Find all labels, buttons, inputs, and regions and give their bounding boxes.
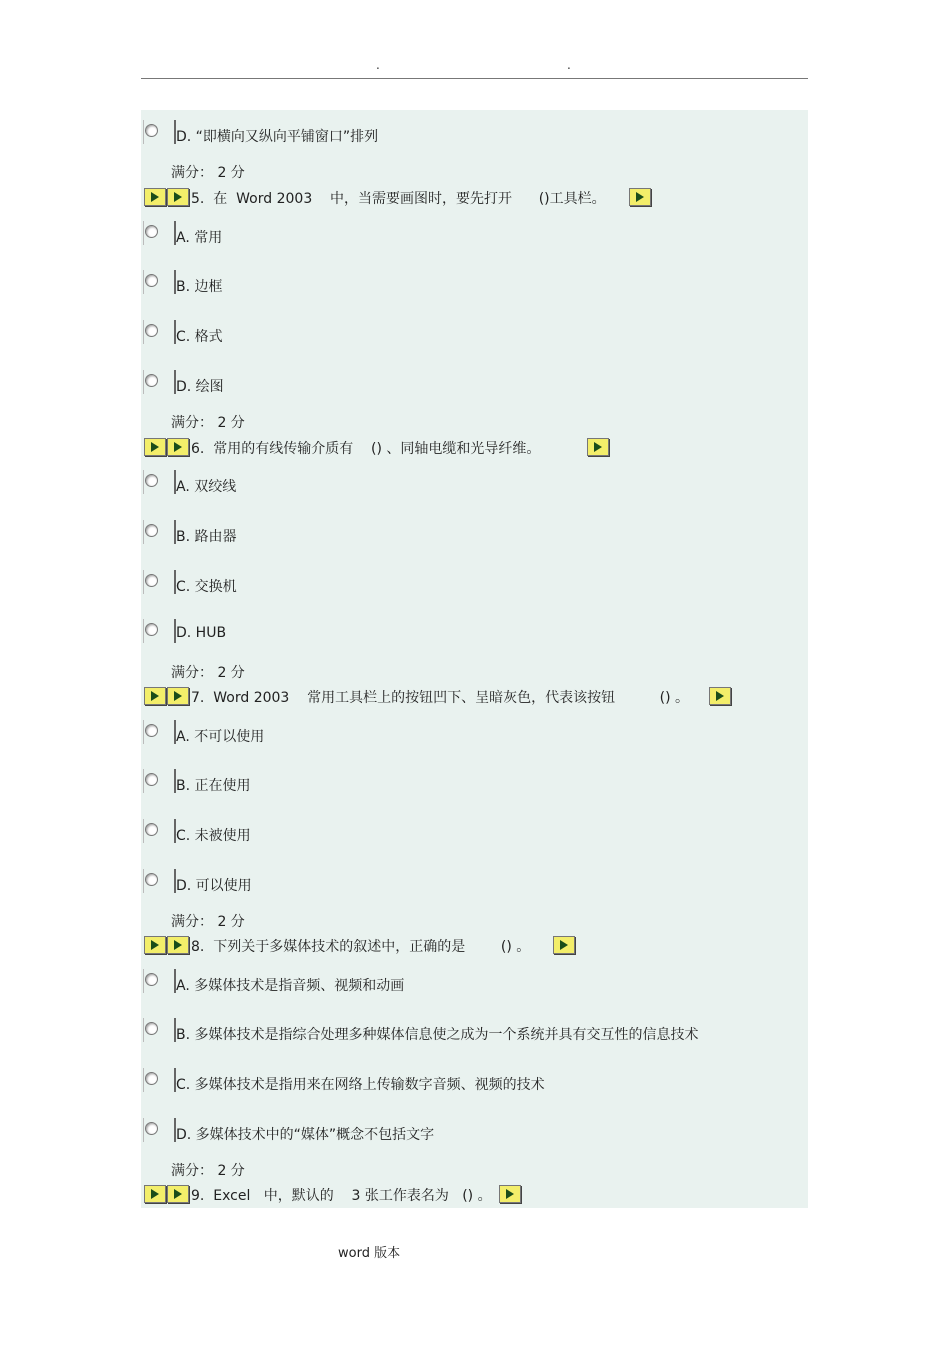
- question-text: 9. Excel 中，默认的 3 张工作表名为 () 。: [191, 1188, 492, 1204]
- q8-option-c[interactable]: [141, 1072, 808, 1098]
- q8-option-d[interactable]: [141, 1122, 808, 1148]
- pen-icon[interactable]: [144, 188, 166, 206]
- pen-icon[interactable]: [499, 1185, 521, 1203]
- option-label: B. 多媒体技术是指综合处理多种媒体信息使之成为一个系统并具有交互性的信息技术: [176, 1027, 699, 1043]
- question-text: 8. 下列关于多媒体技术的叙述中，正确的是 () 。: [191, 939, 531, 955]
- option-label: C. 未被使用: [176, 828, 251, 844]
- q5-option-c[interactable]: [141, 324, 808, 350]
- option-label: A. 不可以使用: [176, 729, 265, 745]
- q8-option-b[interactable]: [141, 1022, 808, 1048]
- q6-question: [141, 438, 808, 464]
- option-label: B. 边框: [176, 279, 223, 295]
- option-label: A. 双绞线: [176, 479, 237, 495]
- pen-icon[interactable]: [144, 687, 166, 705]
- q5-option-a[interactable]: [141, 225, 808, 251]
- option-label: C. 交换机: [176, 579, 237, 595]
- question-text: 6. 常用的有线传输介质有 () 、同轴电缆和光导纤维。: [191, 441, 541, 457]
- pen-icon[interactable]: [167, 438, 189, 456]
- header-rule: [141, 78, 808, 79]
- pen-icon[interactable]: [144, 1185, 166, 1203]
- pen-icon[interactable]: [144, 936, 166, 954]
- page-footer: word 版本: [338, 1246, 401, 1261]
- pen-icon[interactable]: [587, 438, 609, 456]
- pen-icon[interactable]: [144, 438, 166, 456]
- option-label: D. 绘图: [176, 379, 224, 395]
- q5-option-d[interactable]: [141, 374, 808, 400]
- q6-option-a[interactable]: [141, 474, 808, 500]
- option-label: D. “即横向又纵向平铺窗口”排列: [176, 129, 379, 145]
- q4-option-d[interactable]: [141, 124, 808, 150]
- q6-option-d[interactable]: [141, 623, 808, 649]
- q7-score: 满分： 2 分: [171, 914, 245, 930]
- header-dot-right: .: [567, 58, 571, 72]
- q5-score: 满分： 2 分: [171, 415, 245, 431]
- pen-icon[interactable]: [167, 687, 189, 705]
- option-label: D. HUB: [176, 625, 227, 641]
- option-label: C. 多媒体技术是指用来在网络上传输数字音频、视频的技术: [176, 1077, 545, 1093]
- option-label: B. 正在使用: [176, 778, 251, 794]
- q7-option-a[interactable]: [141, 724, 808, 750]
- q5-question: [141, 188, 808, 214]
- option-label: A. 多媒体技术是指音频、视频和动画: [176, 978, 405, 994]
- q4-score: 满分： 2 分: [171, 165, 245, 181]
- q7-option-d[interactable]: [141, 873, 808, 899]
- q6-option-b[interactable]: [141, 524, 808, 550]
- option-label: A. 常用: [176, 230, 223, 246]
- q7-question: [141, 687, 808, 713]
- question-text: 7. Word 2003 常用工具栏上的按钮凹下、呈暗灰色，代表该按钮 () 。: [191, 690, 689, 706]
- q8-score: 满分： 2 分: [171, 1163, 245, 1179]
- pen-icon[interactable]: [167, 188, 189, 206]
- q5-option-b[interactable]: [141, 274, 808, 300]
- q6-option-c[interactable]: [141, 574, 808, 600]
- pen-icon[interactable]: [709, 687, 731, 705]
- q9-question: [141, 1185, 808, 1211]
- q8-option-a[interactable]: [141, 973, 808, 999]
- q7-option-c[interactable]: [141, 823, 808, 849]
- question-text: 5. 在 Word 2003 中，当需要画图时，要先打开 ()工具栏。: [191, 191, 606, 207]
- option-label: D. 可以使用: [176, 878, 252, 894]
- pen-icon[interactable]: [553, 936, 575, 954]
- option-label: C. 格式: [176, 329, 223, 345]
- pen-icon[interactable]: [167, 936, 189, 954]
- q8-question: [141, 936, 808, 962]
- header-dot-left: .: [376, 58, 380, 72]
- q7-option-b[interactable]: [141, 773, 808, 799]
- q6-score: 满分： 2 分: [171, 665, 245, 681]
- pen-icon[interactable]: [629, 188, 651, 206]
- option-label: D. 多媒体技术中的“媒体”概念不包括文字: [176, 1127, 435, 1143]
- pen-icon[interactable]: [167, 1185, 189, 1203]
- quiz-panel: [141, 110, 808, 1208]
- option-label: B. 路由器: [176, 529, 237, 545]
